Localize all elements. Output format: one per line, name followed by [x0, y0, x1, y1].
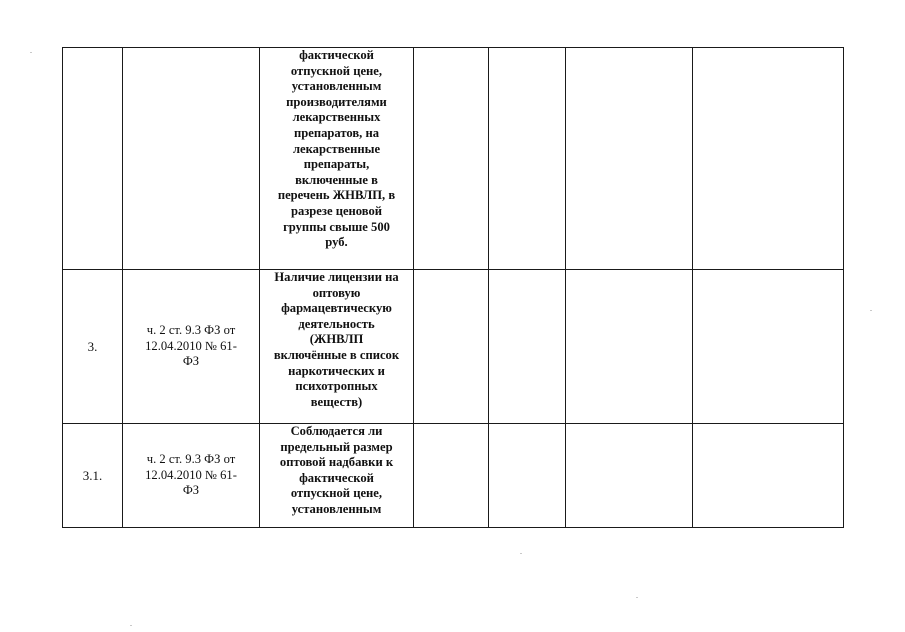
item-number: 3.	[87, 338, 98, 354]
requirement-line: фармацевтическую	[281, 301, 392, 316]
table-row	[63, 48, 844, 270]
requirement-line: лекарственных	[292, 110, 381, 125]
legal-reference-line: ч. 2 ст. 9.3 ФЗ от	[146, 323, 236, 338]
requirement-line: включенные в	[295, 172, 378, 187]
requirement-line: группы свыше 500	[283, 219, 390, 234]
requirement-line: лекарственные	[292, 141, 381, 156]
requirement-cell	[260, 424, 414, 528]
empty-cell	[566, 424, 693, 528]
empty-cell	[693, 424, 844, 528]
legal-reference-line: ФЗ	[182, 354, 200, 369]
empty-cell	[566, 270, 693, 424]
empty-cell	[489, 424, 566, 528]
requirement-cell	[260, 48, 414, 270]
scan-speck	[636, 597, 638, 598]
requirement-line: фактической	[299, 470, 374, 485]
scan-speck	[520, 553, 522, 554]
requirement-line: веществ)	[310, 394, 363, 409]
requirement-line: наркотических и	[288, 363, 385, 378]
legal-reference-cell	[123, 270, 260, 424]
table-row	[63, 424, 844, 528]
requirement-line: установленным	[291, 501, 382, 516]
requirement-line: препараты,	[303, 157, 370, 172]
empty-cell	[489, 270, 566, 424]
scan-speck	[30, 52, 32, 53]
requirement-line: предельный размер	[280, 439, 393, 454]
requirement-line: разрезе ценовой	[290, 203, 383, 218]
empty-cell	[414, 48, 489, 270]
requirement-line: психотропных	[295, 379, 378, 394]
requirement-line: (ЖНВЛП	[309, 332, 364, 347]
legal-reference-cell	[123, 424, 260, 528]
scan-speck	[130, 625, 132, 626]
legal-reference-line: ч. 2 ст. 9.3 ФЗ от	[146, 452, 236, 467]
requirement-line: Наличие лицензии на	[274, 270, 399, 284]
requirement-line: отпускной цене,	[290, 486, 383, 501]
requirement-line: отпускной цене,	[290, 63, 383, 78]
item-number-cell	[63, 48, 123, 270]
requirement-line: деятельность	[298, 316, 375, 331]
item-number-cell	[63, 270, 123, 424]
requirement-line: установленным	[291, 79, 382, 94]
scan-speck	[870, 310, 872, 311]
empty-cell	[566, 48, 693, 270]
requirement-line: производителями	[286, 94, 387, 109]
checklist-table	[62, 47, 844, 528]
empty-cell	[489, 48, 566, 270]
empty-cell	[414, 270, 489, 424]
legal-reference-line: 12.04.2010 № 61-	[145, 467, 237, 482]
requirement-line: оптовой надбавки к	[279, 455, 394, 470]
requirement-line: включённые в список	[273, 347, 400, 362]
requirement-cell	[260, 270, 414, 424]
item-number: 3.1.	[82, 467, 103, 483]
requirement-line: оптовую	[312, 285, 361, 300]
requirement-line: руб.	[325, 235, 348, 250]
item-number-cell	[63, 424, 123, 528]
requirement-line: перечень ЖНВЛП, в	[277, 188, 396, 203]
legal-reference-line: ФЗ	[182, 483, 200, 498]
requirement-line: препаратов, на	[293, 125, 380, 140]
empty-cell	[414, 424, 489, 528]
requirement-line: фактической	[299, 48, 374, 62]
empty-cell	[693, 48, 844, 270]
empty-cell	[693, 270, 844, 424]
table-row	[63, 270, 844, 424]
legal-reference-line: 12.04.2010 № 61-	[145, 338, 237, 353]
legal-reference-cell	[123, 48, 260, 270]
requirement-line: Соблюдается ли	[290, 424, 383, 438]
